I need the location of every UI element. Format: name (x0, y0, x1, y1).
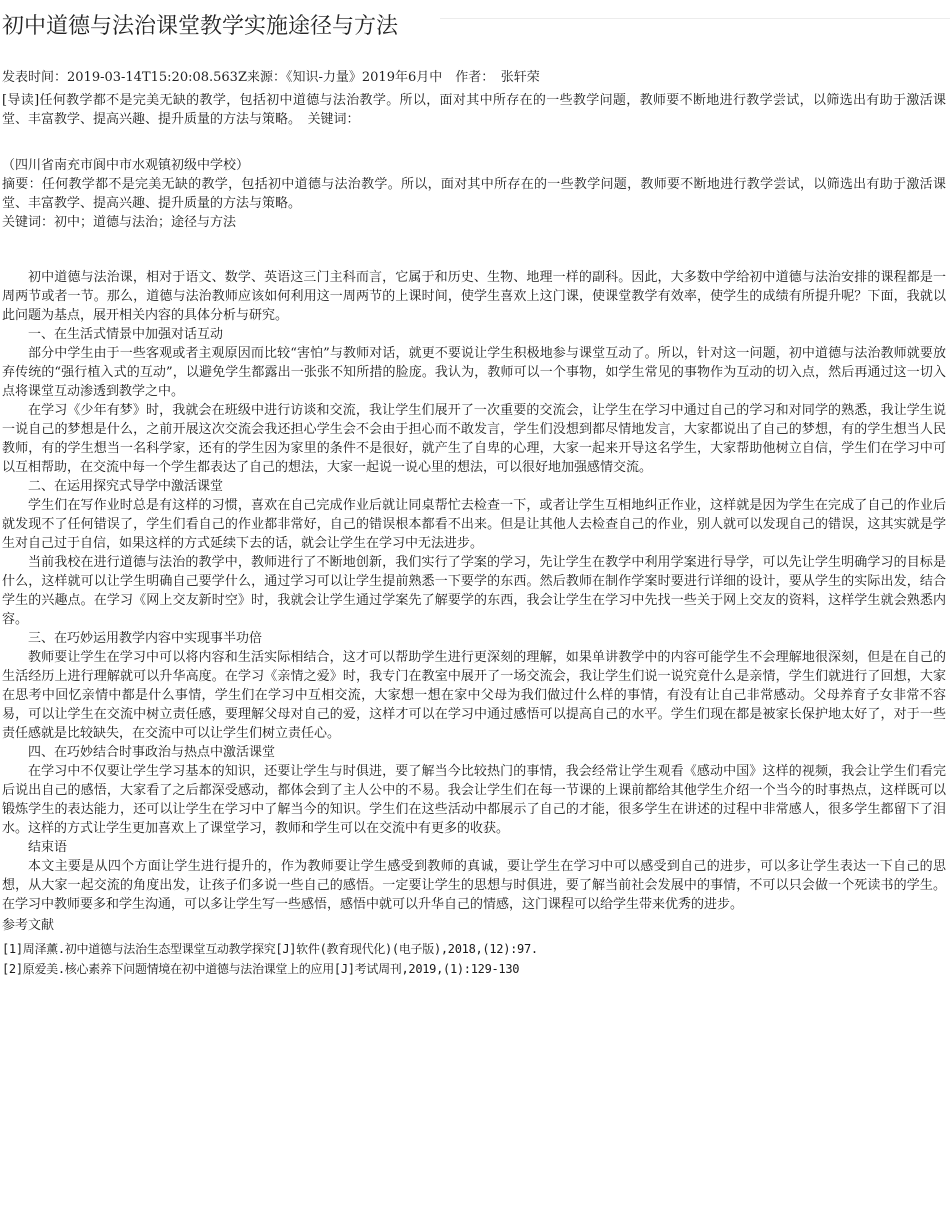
section-1-paragraph-1: 部分中学生由于一些客观或者主观原因而比较“害怕”与教师对话，就更不要说让学生积极地参与课堂互动了。所以，针对这一问题，初中道德与法治教师就要放弃传统的“强行植入式的互动”，以避免学生都露出一张张不知所措的脸庞。我认为，教师可以一个事物，如学生常见的事物作为互动的切入点，然后再通过这一切入点将课堂互动渗透到教学之中。 (2, 346, 946, 399)
section-1-paragraph-2: 在学习《少年有梦》时，我就会在班级中进行访谈和交流，我让学生们展开了一次重要的交流会，让学生在学习中通过自己的学习和对同学的熟悉，我让学生说一说自己的梦想是什么，之前开展这次交流会我还担心学生会不会由于担心而不敢发言，学生们没想到都尽情地发言，大家都说出了自己的梦想，有的学生想当人民教师，有的学生想当一名科学家，还有的学生因为家里的条件不是很好，就产生了自卑的心理，大家一起来开导这名学生，大家帮助他树立自信，学生们在学习中可以互相帮助，在交流中每一个学生都表达了自己的想法，大家一起说一说心里的想法，可以很好地加强感情交流。 (2, 403, 946, 475)
section-heading-3: 三、在巧妙运用教学内容中实现事半功倍 (28, 631, 263, 646)
references-heading: 参考文献 (2, 918, 55, 933)
section-3-paragraph-1: 教师要让学生在学习中可以将内容和生活实际相结合，这才可以帮助学生进行更深刻的理解，如果单讲教学中的内容可能学生不会理解地很深刻，但是在自己的生活经历上进行理解就可以升华高度。在学习《亲情之爱》时，我专门在教室中展开了一场交流会，我让学生们说一说究竟什么是亲情，学生们就进行了回想，大家在思考中回忆亲情中都是什么事情，学生们在学习中互相交流，大家想一想在家中父母为我们做过什么样的事情，有没有让自己非常感动。父母养育子女非常不容易，可以让学生在交流中树立责任感，要理解父母对自己的爱，这样才可以在学习中通过感悟可以提高自己的水平。学生们现在都是被家长保护地太好了，对于一些责任感就是比较缺失，在交流中可以让学生们树立责任心。 (2, 650, 946, 741)
reference-item-1: [1]周泽薰.初中道德与法治生态型课堂互动教学探究[J]软件(教育现代化)(电子版),2018,(12):97. (2, 942, 538, 956)
abstract: 摘要：任何教学都不是完美无缺的教学，包括初中道德与法治教学。所以，面对其中所存在的一些教学问题，教师要不断地进行教学尝试，以筛选出有助于激活课堂、丰富教学、提高兴趣、提升质量的方法与策略。 (2, 177, 946, 211)
section-4-paragraph-1: 在学习中不仅要让学生学习基本的知识，还要让学生与时俱进，要了解当今比较热门的事情，我会经常让学生观看《感动中国》这样的视频，我会让学生们看完后说出自己的感悟，大家看了之后都深受感动，都体会到了主人公中的不易。我会让学生们在每一节课的上课前都给其他学生介绍一个当今的时事热点，这样既可以锻炼学生的表达能力，还可以让学生在学习中了解当今的知识。学生们在这些活动中都展示了自己的才能，很多学生在讲述的过程中非常感人，很多学生都留下了泪水。这样的方式让学生更加喜欢上了课堂学习，教师和学生可以在交流中有更多的收获。 (2, 764, 946, 836)
section-heading-4: 四、在巧妙结合时事政治与热点中激活课堂 (28, 745, 276, 760)
lead-text: [导读]任何教学都不是完美无缺的教学，包括初中道德与法治教学。所以，面对其中所存在的一些教学问题，教师要不断地进行教学尝试，以筛选出有助于激活课堂、丰富教学、提高兴趣、提升质量的方法与策略。 关键词： (2, 93, 946, 127)
intro-paragraph: 初中道德与法治课，相对于语文、数学、英语这三门主科而言，它属于和历史、生物、地理一样的副科。因此，大多数中学给初中道德与法治安排的课程都是一周两节或者一节。那么，道德与法治教师应该如何利用这一周两节的上课时间，使学生喜欢上这门课，使课堂教学有效率，使学生的成绩有所提升呢？下面，我就以此问题为基点，展开相关内容的具体分析与研究。 (2, 270, 946, 323)
section-heading-2: 二、在运用探究式导学中激活课堂 (28, 479, 224, 494)
section-2-paragraph-1: 学生们在写作业时总是有这样的习惯，喜欢在自己完成作业后就让同桌帮忙去检查一下，或者让学生互相地纠正作业，这样就是因为学生在完成了自己的作业后就发现不了任何错误了，学生们看自己的作业都非常好，自己的错误根本都看不出来。但是让其他人去检查自己的作业，别人就可以发现自己的错误，这其实就是学生对自己过于自信，如果这样的方式延续下去的话，就会让学生在学习中无法进步。 (2, 498, 946, 551)
conclusion-paragraph: 本文主要是从四个方面让学生进行提升的，作为教师要让学生感受到教师的真诚，要让学生在学习中可以感受到自己的进步，可以多让学生表达一下自己的思想，从大家一起交流的角度出发，让孩子们多说一些自己的感悟。一定要让学生的思想与时俱进，要了解当前社会发展中的事情，不可以只会做一个死读书的学生。在学习中教师要多和学生沟通，可以多让学生写一些感悟，感悟中就可以升华自己的情感，这门课程可以给学生带来优秀的进步。 (2, 859, 946, 912)
author-affiliation: （四川省南充市阆中市水观镇初级中学校） (2, 158, 250, 173)
section-2-paragraph-2: 当前我校在进行道德与法治的教学中，教师进行了不断地创新，我们实行了学案的学习，先让学生在教学中利用学案进行导学，可以先让学生明确学习的目标是什么，这样就可以让学生明确自己要学什么，通过学习可以让学生提前熟悉一下要学的东西。然后教师在制作学案时要进行详细的设计，要从学生的实际出发，结合学生的兴趣点。在学习《网上交友新时空》时，我就会让学生通过学案先了解要学的东西，我会让学生在学习中先找一些关于网上交友的资料，这样学生就会熟悉内容。 (2, 555, 946, 627)
article-title: 初中道德与法治课堂教学实施途径与方法 (2, 14, 399, 39)
conclusion-heading: 结束语 (28, 840, 68, 855)
reference-item-2: [2]原爱美.核心素养下问题情境在初中道德与法治课堂上的应用[J]考试周刊,2019,(1):129-130 (2, 962, 520, 976)
section-heading-1: 一、在生活式情景中加强对话互动 (28, 327, 224, 342)
keywords: 关键词：初中；道德与法治；途径与方法 (2, 215, 237, 230)
article-meta: 发表时间：2019-03-14T15:20:08.563Z来源：《知识-力量》2019年6月中 作者： 张轩荣 (2, 70, 540, 85)
